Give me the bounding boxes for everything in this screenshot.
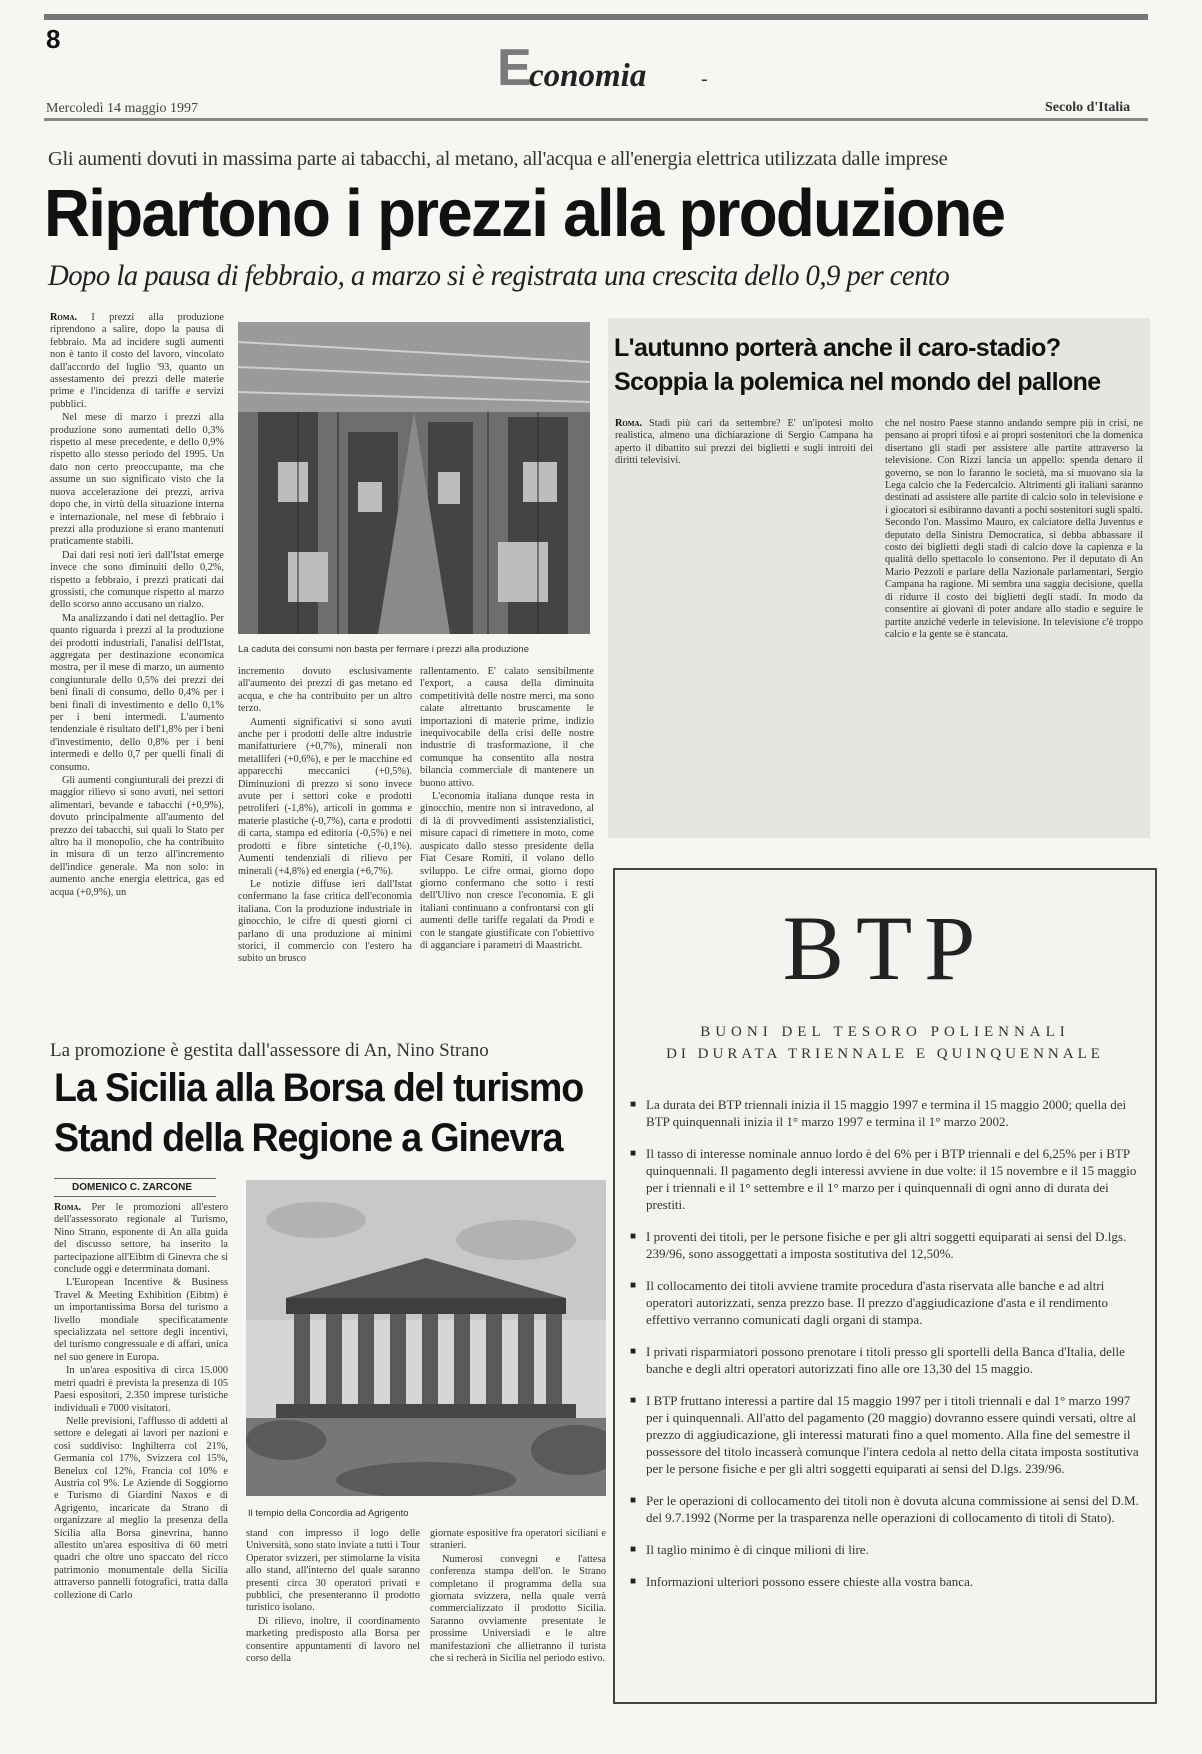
btp-item-text: I privati risparmiatori possono prenotare i titoli presso gli sportelli della Banca d'Italia, delle banche e degli altri operatori autorizzati fino alle ore 13,30 del 15 maggio. [646,1344,1125,1376]
bullet-icon: ■ [630,1231,637,1242]
sicily-headline-2: Stand della Regione a Ginevra [54,1116,563,1160]
page-number: 8 [46,24,61,54]
lead-paragraph: L'economia italiana dunque resta in ginocchio, mentre non si intravedono, al di là di provvedimenti assistenzialistici, misure capaci di rimettere in moto, come auspicato dallo stesso presidente della Fiat Cesare Romiti, il volano dello sviluppo. Le cifre ormai, giorno dopo giorno confermano che sotto i resti dell'Ulivo non cresce l'economia. E gli italiani continuano a confrontarsi con gli aumenti delle tariffe regalati da Prodi e con le stangate giustificate con l'obiettivo di agganciare i parametri di Maastricht. [420,791,594,951]
sicily-column-2 [246,1528,420,1722]
btp-item [630,1228,1148,1262]
factory-photo-caption: La caduta dei consumi non basta per fermare i prezzi alla produzione [238,644,529,655]
sicily-paragraph: stand con impresso il logo delle Università, sono stato inviate a tutti i Tour Operator svizzeri, per stimolarne la visita allo stand, all'interno del quale saranno presenti circa 30 operatori privati e pubblici, che presenteranno il prodotto turistico isolano. [246,1528,420,1614]
factory-photo [238,322,590,634]
btp-item [630,1392,1148,1477]
byline-rule [54,1178,216,1179]
stadium-headline-1: L'autunno porterà anche il caro-stadio? [614,334,1061,362]
btp-item-text: Il tasso di interesse nominale annuo lordo è del 6% per i BTP triennali e del 6,25% per i BTP quinquennali. Il pagamento degli interessi avviene in due volte: il 15 novembre e il 15 maggio per i triennali e il 1° settembre e il 1° marzo per i quinquennali di ogni anno di durata dei prestiti. [646,1146,1137,1212]
bullet-icon: ■ [630,1495,637,1506]
btp-items-list [630,1096,1148,1696]
sicily-column-3 [430,1528,606,1722]
sicily-byline: DOMENICO C. ZARCONE [72,1182,192,1193]
lead-paragraph: Le notizie diffuse ieri dall'Istat confermano la fase critica dell'economia italiana. Con la produzione industriale in ginocchio, le cifre di questi giorni ci parlano di una produzione ai minimi storici, il commercio con l'estero ha subito un brusco [238,878,412,965]
dateline: Roma. [54,1202,82,1213]
btp-title: BTP [782,897,988,999]
btp-item-text: I BTP fruttano interessi a partire dal 15 maggio 1997 per i titoli triennali e dal 1° marzo 1997 per i quinquennali. All'atto del pagamento (20 maggio) dovranno essere quindi versati, oltre al prezzo di aggiudicazione, gli interessi maturati fino a quel momento. Alla fine del semestre il possessore del titolo incasserà comunque l'intera cedola al netto della citata imposta sostitutiva per le persone fisiche e per gli altri soggetti equiparati ai sensi del D.lgs. 239/96. [646,1393,1139,1476]
dateline: Roma. [50,312,78,323]
lead-paragraph: Aumenti significativi si sono avuti anche per i prodotti delle altre industrie manifatturiere (+0,7%), minerali non metalliferi (+0,6%), e per le macchine ed apparecchi meccanici (+0,5%). Diminuzioni di prezzo si sono invece avute per i settori coke e prodotti petroliferi (-1,8%), articoli in gomma e materie plastiche (-0,7%), carta e prodotti di carta, stampa ed editoria (-0,5%) e nei prodotti e fibre sintetiche (-0,1%). Aumenti tendenziali di rilievo per minerali (+4,8%) ed energia (+6,7%). [238,716,412,877]
bullet-icon: ■ [630,1099,637,1110]
top-rule [44,14,1148,20]
sicily-kicker: La promozione è gestita dall'assessore di An, Nino Strano [50,1040,489,1061]
section-name: conomia [529,58,647,94]
sicily-column-1 [54,1202,228,1722]
btp-item [630,1343,1148,1377]
lead-headline: Ripartono i prezzi alla produzione [44,176,1005,251]
btp-item-text: I proventi dei titoli, per le persone fisiche e per gli altri soggetti equiparati ai sensi del D.lgs. 239/96, sono assoggettati a imposta sostitutiva del 12,50%. [646,1229,1127,1261]
bullet-icon: ■ [630,1280,637,1291]
section-title [497,39,717,97]
dateline: Roma. [615,418,643,429]
lead-column-2 [238,666,412,1010]
sicily-headline-1: La Sicilia alla Borsa del turismo [54,1066,584,1110]
stadium-column-1 [615,418,873,826]
byline-rule [54,1196,216,1197]
sicily-paragraph [54,1202,228,1276]
lead-paragraph: rallentamento. E' calato sensibilmente l'export, a causa della diminuita competitività delle nostre merci, ma sono calate altrettanto bruscamente le importazioni di materie prime, indizio inequivocabile della crisi delle nostre industrie di trasformazione, il che comunque ha consentito alla nostra bilancia commerciale di mantenere un buono attivo. [420,666,594,789]
bullet-icon: ■ [630,1148,637,1159]
sicily-paragraph: In un'area espositiva di circa 15.000 metri quadri è prevista la presenza di 105 Paesi espositori, 2.350 imprese turistiche individuali e 7000 visitatori. [54,1365,228,1414]
section-dash: - [701,68,708,90]
btp-subtitle-1: BUONI DEL TESORO POLIENNALI [700,1024,1070,1040]
sicily-paragraph: giornate espositive fra operatori siciliani e stranieri. [430,1528,606,1552]
lead-paragraph: Nel mese di marzo i prezzi alla produzione sono aumentati dello 0,3% rispetto al mese precedente, e dello 0,9% rispetto allo stesso periodo del 1995. Un dato non certo preoccupante, ma che assume un suo significato visto che la nuova accelerazione dei prezzi, arriva dopo che, in virtù della situazione interna e internazionale, nel mese di febbraio i prezzi alla produzione si erano mantenuti praticamente stabili. [50,412,224,548]
bullet-icon: ■ [630,1395,637,1406]
stadium-paragraph: che nel nostro Paese stanno andando sempre più in crisi, ne pensano ai propri tifosi e ai propri sostenitori che la domenica disertano gli stadi per assistere alle partite attraverso la televisione. Con Rizzi lancia un appello: spenda denaro il governo, se non lo faranno le società, ma si muovano sia la Lega calcio che la Federcalcio. Altrimenti gli italiani saranno destinati ad assistere alle partite di calcio solo in televisione e i giocatori si esibiranno davanti a pochi sostenitori sugli spalti. Secondo l'on. Massimo Mauro, ex calciatore della Juventus e deputato della Sinistra Democratica, si debba abbassare il costo dei biglietti degli stadi di calcio dove la capienza e la qualità dello spettacolo lo consentono. Per il deputato di An Mario Pezzoli e parlare della Nazionale parlamentari, Sergio Campana ha ragione. Mi sembra una saggia decisione, quella di ridurre il costo dei biglietti degli stadi. In modo da consentire ai giovani di poter andare allo stadio e seguire le partite anziché vederle in televisione. In televisione c'è troppo calcio e la gente se è stancata. [885,418,1143,640]
section-initial: E [497,39,532,97]
btp-item [630,1096,1148,1130]
lead-paragraph: incremento dovuto esclusivamente all'aumento dei prezzi di gas metano ed acqua, e che ha contribuito per un altro terzo. [238,666,412,715]
publication-name: Secolo d'Italia [1045,100,1131,115]
btp-item [630,1492,1148,1526]
lead-paragraph: Dai dati resi noti ieri dall'Istat emerge invece che sono diminuiti dello 0,2%, rispetto a febbraio, i prezzi praticati dai grossisti, che comunque rispetto al marzo dello scorso anno accusano un rialzo. [50,549,224,611]
temple-photo-caption: Il tempio della Concordia ad Agrigento [248,1508,409,1519]
bullet-icon: ■ [630,1544,637,1555]
lead-subhead: Dopo la pausa di febbraio, a marzo si è registrata una crescita dello 0,9 per cento [48,259,950,292]
sicily-paragraph-text: Per le promozioni all'estero dell'assessorato regionale al Turismo, Nino Strano, esponente di An alla guida del discusso settore, ha inserito la partecipazione all'Eibtm di Ginevra che si conclude oggi e deterrminata domani. [54,1202,228,1276]
stadium-headline-2: Scoppia la polemica nel mondo del pallone [614,368,1101,396]
stadium-paragraph [615,418,873,468]
temple-photo [246,1180,606,1496]
stadium-paragraph-text: Stadi più cari da settembre? E' un'ipotesi molto realistica, almeno una dichiarazione di Sergio Campana ha aperto il dibattito sui prezzi dei biglietti e sugli introiti dei diritti televisivi. [615,418,873,467]
lead-kicker: Gli aumenti dovuti in massima parte ai tabacchi, al metano, all'acqua e all'energia elettrica utilizzata dalle imprese [48,148,948,170]
stadium-column-2 [885,418,1143,826]
btp-item [630,1277,1148,1328]
lead-paragraph-text: I prezzi alla produzione riprendono a salire, dopo la pausa di febbraio. Ma ad incidere sugli aumenti non è tanto il costo del lavoro, vincolato dall'accordo del luglio '93, quanto un assestamento dei prezzi delle materie prime e l'incidenza di tariffe e servizi pubblici. [50,312,224,410]
btp-item-text: Il collocamento dei titoli avviene tramite procedura d'asta riservata alle banche e ad altri operatori autorizzati, senza prezzo base. Il prezzo d'aggiudicazione d'asta e il rendimento effettivo verranno comunicati dagli organi di stampa. [646,1278,1109,1327]
lead-paragraph: Gli aumenti congiunturali dei prezzi di maggior rilievo si sono avuti, nei settori alimentari, bevande e tabacchi (+0,9%), dovuto principalmente all'aumento del prezzo dei tabacchi, sui quali lo Stato per altro ha il monopolio, che ha contribuito in misura di un terzo all'incremento dell'indice generale. Ma non solo: in aumento anche energia elettrica, gas ed acqua (+0,9%), un [50,775,224,898]
sicily-paragraph: L'European Incentive & Business Travel & Meeting Exhibition (Eibtm) è un importantissima Borsa del turismo a livello mondiale specificatamente specializzata nel settore degli incentivi, del turismo congressuale e di affari, unica nel suo genere in Europa. [54,1277,228,1363]
lead-column-3 [420,666,594,1010]
btp-item-text: Informazioni ulteriori possono essere chieste alla vostra banca. [646,1574,974,1589]
bullet-icon: ■ [630,1576,637,1587]
sicily-paragraph: Numerosi convegni e l'attesa conferenza stampa dell'on. le Strano completano il programma della sua giornata svizzera, nella quale verrà commercializzato il prodotto Sicilia. Saranno ovviamente presentate le prossime Universiadi e le altre manifestazioni che allietranno il turista che si recherà in Sicilia nel periodo estivo. [430,1553,606,1665]
btp-item-text: La durata dei BTP triennali inizia il 15 maggio 1997 e termina il 15 maggio 2000; quella dei BTP quinquennali inizia il 1° marzo 1997 e termina il 1° marzo 2002. [646,1097,1127,1129]
btp-item [630,1573,1148,1590]
issue-date: Mercoledì 14 maggio 1997 [46,101,199,116]
lead-paragraph [50,312,224,411]
bullet-icon: ■ [630,1346,637,1357]
lead-paragraph: Ma analizzando i dati nel dettaglio. Per quanto riguarda i prezzi al la produzione dei prodotti industriali, l'analisi dell'Istat, aggregata per destinazione economica mostra, per il mese di marzo, un aumento congiunturale dello 0,5% dei prezzi dei beni finali di consumo, dello 0,4% per i beni finali di investimento e dello 0,1% per i beni intermedi. L'aumento tendenziale è risultato dell'1,8% per i beni d'investimento, dello 0,8% per i beni intermedi e dello 0,7 per quelli finali di consumo. [50,612,224,773]
btp-item [630,1145,1148,1213]
masthead-rule [44,118,1148,121]
btp-item-text: Per le operazioni di collocamento dei titoli non è dovuta alcuna commissione ai sensi del D.M. del 9.7.1992 (Norme per la trasparenza nelle operazioni di collocamento di titoli di Stato). [646,1493,1139,1525]
btp-item [630,1541,1148,1558]
btp-subtitle-2: DI DURATA TRIENNALE E QUINQUENNALE [666,1046,1104,1062]
sicily-paragraph: Nelle previsioni, l'afflusso di addetti al settore e delegati ai lavori per nazioni e così suddiviso: Inghilterra col 21%, Germania col 17%, Svizzera col 15%, Benelux col 12%, Francia col 10% e Austria col 9%. Le Aziende di Soggiorno e Turismo di Giardini Naxos e di Agrigento, incaricate da Strano di organizzare al meglio la presenza della Sicilia alla Borsa ginevrina, hanno allestito un'area espositiva di 60 metri quadri che oltre uno spaccato del ricco patrimonio monumentale della Sicilia attraverso pannelli fotografici, tratta dalla collezione di Carlo [54,1415,228,1601]
btp-item-text: Il taglio minimo è di cinque milioni di lire. [646,1542,869,1557]
sicily-paragraph: Di rilievo, inoltre, il coordinamento marketing predisposto alla Borsa per consentire appuntamenti di lavoro nel corso della [246,1615,420,1665]
lead-column-1 [50,312,224,1010]
